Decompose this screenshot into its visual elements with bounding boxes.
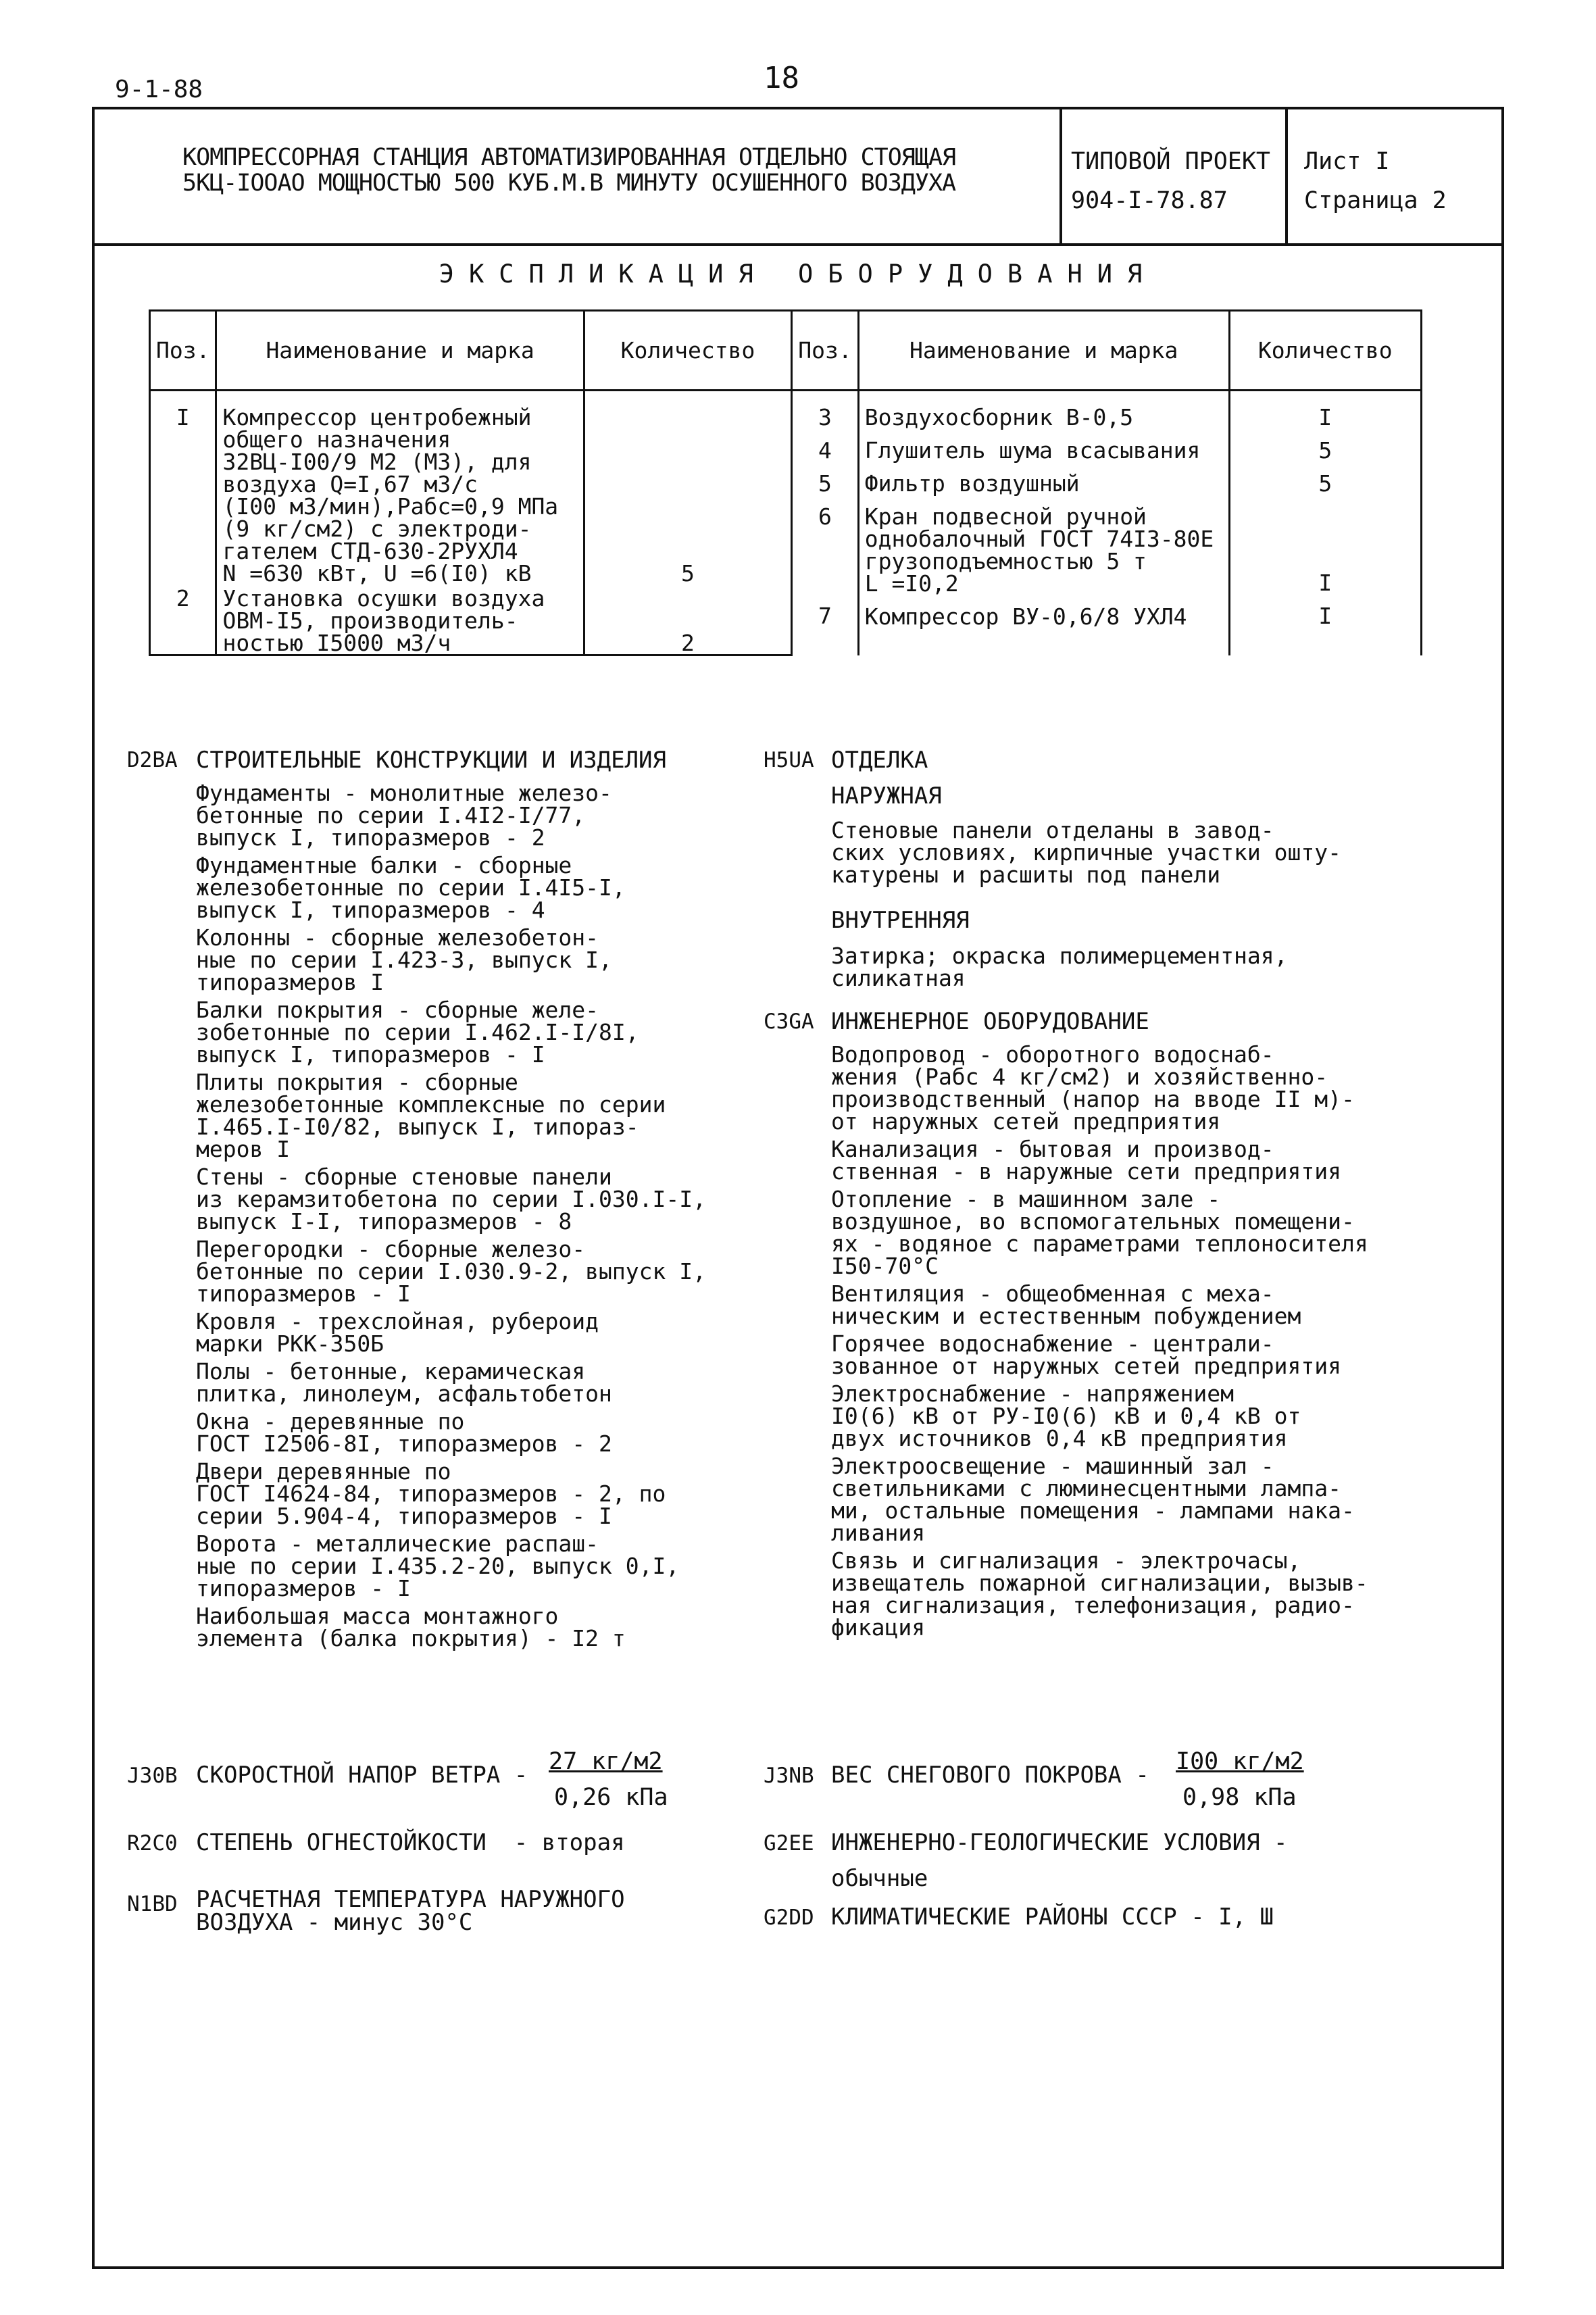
pos-value: 5 <box>818 470 832 497</box>
engineering-title: ИНЖЕНЕРНОЕ ОБОРУДОВАНИЕ <box>831 1008 1149 1035</box>
engineering-paragraph: Вентиляция - общеобменная с меха- ническим и естественным побуждением <box>831 1280 1301 1329</box>
item-name: Воздухосборник В-0,5 <box>864 404 1134 430</box>
climate-code: G2DD <box>764 1906 814 1930</box>
pos-value: 3 <box>818 404 832 430</box>
left-qty-cell <box>584 584 791 655</box>
project-name <box>182 145 1142 196</box>
engineering-paragraph: Водопровод - оборотного водоснаб- жения (Pабс 4 кг/см2) и хозяйственно- производственный (напор на вводе II м)- от наружных сетей предприятия <box>831 1041 1355 1135</box>
left-pos-cell <box>150 584 216 655</box>
item-name: Компрессор центробежный общего назначения 32ВЦ-I00/9 М2 (М3), для воздуха Q=I,67 м3/с (I00 м3/мин),Pабс=0,9 МПа (9 кг/см2) с электроди- гателем СТД-630-2РУХЛ4 N =630 кВт, U =6(I0) кВ <box>222 404 559 587</box>
left-name-cell <box>216 391 584 585</box>
construction-paragraph: Перегородки - сборные железо- бетонные по серии I.030.9-2, выпуск I, типоразмеров - I <box>196 1236 706 1307</box>
snow-value-num: I00 кг/м2 <box>1176 1748 1304 1775</box>
construction-paragraph: Колонны - сборные железобетон- ные по серии I.423-3, выпуск I, типоразмеров I <box>196 924 612 995</box>
pos-value: I <box>176 404 190 430</box>
table-header-row <box>150 311 1422 391</box>
qty-value: I <box>1318 570 1332 596</box>
document-frame <box>92 107 1504 2269</box>
qty-value: 2 <box>681 630 695 656</box>
left-qty-cell <box>584 391 791 585</box>
fire-resistance: СТЕПЕНЬ ОГНЕСТОЙКОСТИ - вторая <box>196 1829 625 1856</box>
construction-paragraph: Полы - бетонные, керамическая плитка, линолеум, асфальтобетон <box>196 1358 612 1407</box>
sheet-page: Страница 2 <box>1304 187 1447 214</box>
item-name: Кран подвесной ручной однобалочный ГОСТ 74I3-80Е грузоподъемностью 5 т L =I0,2 <box>864 503 1214 597</box>
pos-value: 7 <box>818 603 832 629</box>
temperature <box>196 1888 625 1934</box>
wind-label: СКОРОСТНОЙ НАПОР ВЕТРА - <box>196 1762 528 1789</box>
snow-code: J3NB <box>764 1764 814 1788</box>
pos-value: 4 <box>818 437 832 464</box>
header-qty-2: Количество <box>1229 311 1421 391</box>
temp-line-2: ВОЗДУХА - минус 30°С <box>196 1909 473 1936</box>
fire-code: R2C0 <box>127 1831 178 1856</box>
construction-paragraph: Стены - сборные стеновые панели из керамзитобетона по серии I.030.I-I, выпуск I-I, типоразмеров - 8 <box>196 1164 706 1235</box>
finishing-outer-text: Стеновые панели отделаны в завод- ских условиях, кирпичные участки ошту- катурены и расшиты под панели <box>831 817 1341 888</box>
wind-value-den: 0,26 кПа <box>554 1784 668 1811</box>
construction-paragraph: Наибольшая масса монтажного элемента (балка покрытия) - I2 т <box>196 1603 626 1651</box>
qty-value: 5 <box>1318 437 1332 464</box>
left-pos-cell <box>150 391 216 585</box>
section-code: C3GA <box>764 1010 814 1034</box>
header-qty: Количество <box>584 311 791 391</box>
explication-title: ЭКСПЛИКАЦИЯ ОБОРУДОВАНИЯ <box>439 259 1157 289</box>
geo-line-1: ИНЖЕНЕРНО-ГЕОЛОГИЧЕСКИЕ УСЛОВИЯ - <box>831 1829 1288 1856</box>
pos-value: 6 <box>818 503 832 530</box>
finishing-inner-text: Затирка; окраска полимерцементная, силикатная <box>831 943 1288 991</box>
finishing-title: ОТДЕЛКА <box>831 747 928 774</box>
geo-code: G2EE <box>764 1831 814 1856</box>
document-code: 9-1-88 <box>115 76 203 103</box>
section-code: D2BA <box>127 748 178 772</box>
item-name: Компрессор ВУ-0,6/8 УХЛ4 <box>864 603 1187 630</box>
finishing-outer-title: НАРУЖНАЯ <box>831 782 942 810</box>
title-divider-2 <box>1285 109 1288 243</box>
construction-paragraph: Двери деревянные по ГОСТ I4624-84, типоразмеров - 2, по серии 5.904-4, типоразмеров - I <box>196 1458 666 1529</box>
construction-paragraph: Ворота - металлические распаш- ные по серии I.435.2-20, выпуск 0,I, типоразмеров - I <box>196 1530 680 1601</box>
qty-value: I <box>1318 603 1332 629</box>
project-label: ТИПОВОЙ ПРОЕКТ <box>1071 148 1271 175</box>
left-name-cell <box>216 584 584 655</box>
temp-line-1: РАСЧЕТНАЯ ТЕМПЕРАТУРА НАРУЖНОГО <box>196 1886 625 1913</box>
right-pos-cell <box>792 391 858 655</box>
engineering-paragraph: Электроосвещение - машинный зал - светильниками с люминесцентными лампа- ми, остальные помещения - лампами нака- ливания <box>831 1453 1355 1546</box>
sheet-info <box>1304 142 1447 220</box>
construction-title: СТРОИТЕЛЬНЫЕ КОНСТРУКЦИИ И ИЗДЕЛИЯ <box>196 747 666 774</box>
page-number: 18 <box>764 61 799 95</box>
header-name-2: Наименование и марка <box>858 311 1229 391</box>
construction-paragraph: Фундаменты - монолитные железо- бетонные по серии I.4I2-I/77, выпуск I, типоразмеров - 2 <box>196 780 612 851</box>
climate-regions: КЛИМАТИЧЕСКИЕ РАЙОНЫ СССР - I, Ш <box>831 1903 1274 1931</box>
construction-section <box>196 782 824 1649</box>
construction-paragraph: Окна - деревянные по ГОСТ I2506-8I, типоразмеров - 2 <box>196 1408 612 1457</box>
wind-value-num: 27 кг/м2 <box>549 1748 663 1775</box>
title-block <box>95 109 1501 246</box>
sheet-number: Лист I <box>1304 148 1390 175</box>
qty-value: 5 <box>681 560 695 587</box>
equipment-table <box>149 309 1422 656</box>
construction-paragraph: Балки покрытия - сборные желе- зобетонные по серии I.462.I-I/8I, выпуск I, типоразмеров - I <box>196 997 639 1068</box>
temp-code: N1BD <box>127 1892 178 1916</box>
engineering-paragraph: Канализация - бытовая и производ- ственная - в наружные сети предприятия <box>831 1136 1341 1185</box>
right-qty-cell <box>1229 391 1421 655</box>
section-code: H5UA <box>764 748 814 772</box>
right-name-cell <box>858 391 1229 655</box>
qty-value: 5 <box>1318 470 1332 497</box>
finishing-inner-title: ВНУТРЕННЯЯ <box>831 907 970 934</box>
project-name-line-2: 5КЦ-IООАО МОЩНОСТЬЮ 500 КУБ.М.В МИНУТУ ОСУШЕННОГО ВОЗДУХА <box>182 170 956 197</box>
header-pos-2: Поз. <box>792 311 858 391</box>
project-number: 904-I-78.87 <box>1071 187 1228 214</box>
snow-label: ВЕС СНЕГОВОГО ПОКРОВА - <box>831 1762 1149 1789</box>
header-name: Наименование и марка <box>216 311 584 391</box>
project-info <box>1071 142 1270 220</box>
title-divider-1 <box>1059 109 1062 243</box>
construction-paragraph: Плиты покрытия - сборные железобетонные комплексные по серии I.465.I-I0/82, выпуск I, типораз- меров I <box>196 1069 666 1162</box>
geo-line-2: обычные <box>831 1865 928 1892</box>
header-pos: Поз. <box>150 311 216 391</box>
construction-paragraph: Фундаментные балки - сборные железобетонные по серии I.4I5-I, выпуск I, типоразмеров - 4 <box>196 852 626 923</box>
engineering-paragraph: Отопление - в машинном зале - воздушное, во вспомогательных помещени- ях - водяное с параметрами теплоносителя I50-70°С <box>831 1186 1368 1279</box>
engineering-section <box>831 1043 1473 1639</box>
engineering-paragraph: Электроснабжение - напряжением I0(6) кВ от РУ-I0(6) кВ и 0,4 кВ от двух источников 0,4 кВ предприятия <box>831 1380 1301 1451</box>
engineering-paragraph: Связь и сигнализация - электрочасы, извещатель пожарной сигнализации, вызыв- ная сигнализация, телефонизация, радио- фикация <box>831 1547 1368 1641</box>
qty-value: I <box>1318 404 1332 430</box>
construction-paragraph: Кровля - трехслойная, рубероид марки РКК-350Б <box>196 1308 599 1357</box>
item-name: Установка осушки воздуха ОВМ-I5, производитель- ностью I5000 м3/ч <box>222 585 545 656</box>
table-row <box>150 391 1422 585</box>
pos-value: 2 <box>176 585 190 612</box>
item-name: Фильтр воздушный <box>864 470 1080 497</box>
engineering-paragraph: Горячее водоснабжение - централи- зованное от наружных сетей предприятия <box>831 1330 1341 1379</box>
snow-value-den: 0,98 кПа <box>1182 1784 1297 1811</box>
wind-code: J30B <box>127 1764 178 1788</box>
item-name: Глушитель шума всасывания <box>864 437 1201 464</box>
project-name-line-1: КОМПРЕССОРНАЯ СТАНЦИЯ АВТОМАТИЗИРОВАННАЯ ОТДЕЛЬНО СТОЯЩАЯ <box>182 144 956 171</box>
